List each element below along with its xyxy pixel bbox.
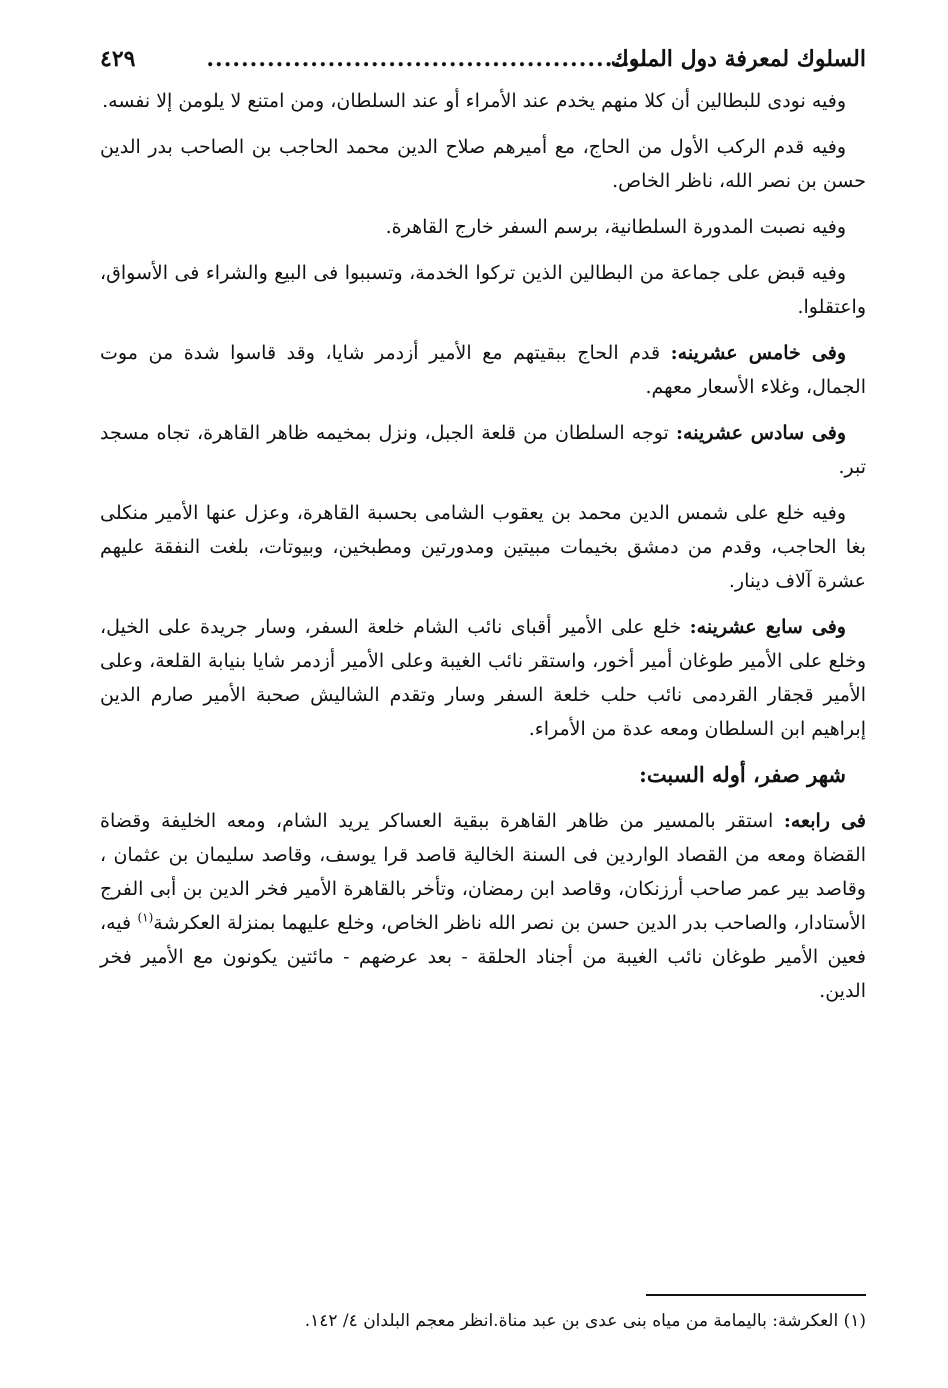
footnote-reference: (١) (137, 910, 154, 925)
paragraph-text: وفيه نودى للبطالين أن كلا منهم يخدم عند الأمراء أو عند السلطان، ومن امتنع لا يلومن إلا نفسه. (102, 90, 846, 112)
paragraph-text: وفيه قبض على جماعة من البطالين الذين تركوا الخدمة، وتسببوا فى البيع والشراء فى الأسواق، واعتقلوا. (100, 262, 866, 318)
section-heading: شهر صفر، أوله السبت: (639, 762, 846, 787)
book-page (100, 38, 866, 1358)
footnote: (١) العكرشة: باليمامة من مياه بنى عدى بن عبد مناة.انظر معجم البلدان ٤/ ١٤٢. (304, 1311, 866, 1331)
paragraph-2 (100, 130, 866, 198)
paragraph-7 (100, 496, 866, 598)
page-body (100, 84, 866, 1008)
paragraph-lead: وفى سابع عشرينه: (689, 616, 846, 638)
paragraph-text: توجه السلطان من قلعة الجبل، ونزل بمخيمه ظاهر القاهرة، تجاه مسجد تبر. (100, 422, 866, 478)
dot-leader: ................................................... (206, 46, 648, 72)
paragraph-lead: وفى خامس عشرينه: (670, 342, 847, 364)
page-number: ٤٢٩ (100, 46, 136, 72)
paragraph-5 (100, 336, 866, 404)
paragraph-text: وفيه قدم الركب الأول من الحاج، مع أميرهم صلاح الدين محمد الحاجب بن الصاحب بدر الدين حسن بن نصر الله، ناظر الخاص. (100, 136, 866, 192)
paragraph-text: قدم الحاج ببقيتهم مع الأمير أزدمر شايا، وقد قاسوا شدة من موت الجمال، وغلاء الأسعار معهم. (100, 342, 866, 398)
running-head (100, 38, 866, 80)
paragraph-text: وفيه خلع على شمس الدين محمد بن يعقوب الشامى بحسبة القاهرة، وعزل عنها الأمير منكلى بغا الحاجب، وقدم من دمشق بخيمات مبيتين ومدورتين ومطبخين، وبيوتات، بلغت النفقة عليهم عشرة آلاف دينار. (100, 502, 866, 592)
footnote-divider (646, 1294, 866, 1296)
paragraph-3 (100, 210, 866, 244)
paragraph-text: استقر بالمسير من ظاهر القاهرة ببقية العساكر يريد الشام، ومعه الخليفة وقضاة القضاة ومعه من القصاد الواردين فى السنة الخالية قاصد قرا يوسف، وقاصد سليمان بن عثمان ، وقاصد بير عمر صاحب أرزنكان، وقاصد ابن رمضان، وتأخر بالقاهرة الأمير فخر الدين بن أبى الفرج الأستادار، والصاحب بدر الدين حسن بن نصر الله ناظر الخاص، وخلع عليهما بمنزلة العكرشة (100, 810, 866, 934)
paragraph-6 (100, 416, 866, 484)
paragraph-9 (100, 804, 866, 1008)
paragraph-1 (100, 84, 866, 118)
paragraph-text: خلع على الأمير أقباى نائب الشام خلعة السفر، وسار جريدة على الخيل، وخلع على الأمير طوغان أمير أخور، واستقر نائب الغيبة وعلى الأمير أزدمر شايا بنيابة القلعة، وعلى الأمير قجقار القردمى نائب حلب خلعة السفر وسار وتقدم الشاليش صحبة الأمير صارم الدين إبراهيم ابن السلطان ومعه عدة من الأمراء. (100, 616, 866, 740)
paragraph-text: وفيه نصبت المدورة السلطانية، برسم السفر خارج القاهرة. (385, 216, 846, 238)
paragraph-8 (100, 610, 866, 746)
paragraph-text-continued: فيه، فعين الأمير طوغان نائب الغيبة من أجناد الحلقة - بعد عرضهم - مائتين يكونون مع الأمير فخر الدين. (100, 912, 866, 1002)
paragraph-lead: فى رابعه: (783, 810, 866, 832)
paragraph-4 (100, 256, 866, 324)
book-title: السلوك لمعرفة دول الملوك (610, 46, 866, 72)
paragraph-lead: وفى سادس عشرينه: (676, 422, 846, 444)
